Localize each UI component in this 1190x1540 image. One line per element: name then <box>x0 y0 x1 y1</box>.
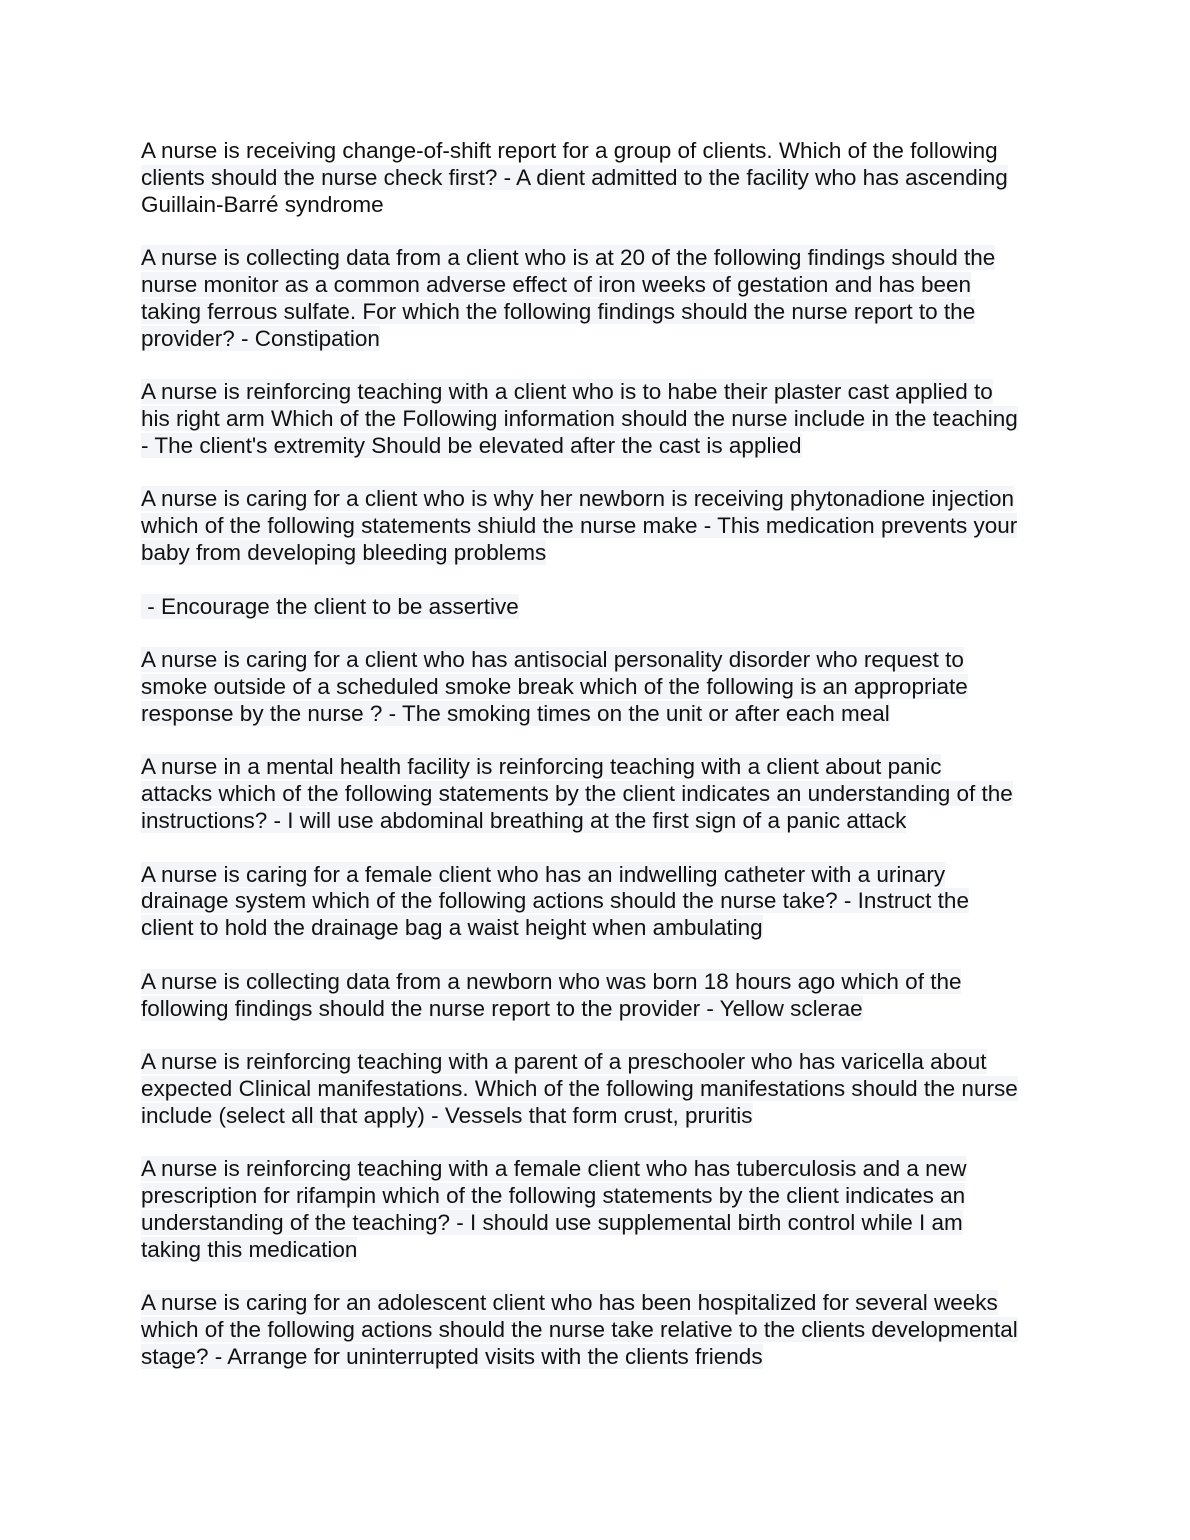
text-line: following findings should the nurse report to the provider - Yellow sclerae <box>141 995 863 1021</box>
text-line: A nurse is caring for an adolescent client who has been hospitalized for several weeks <box>141 1290 998 1316</box>
text-line: Guillain-Barré syndrome <box>141 191 384 217</box>
text-line: include (select all that apply) - Vessels that form crust, pruritis <box>141 1102 753 1128</box>
text-line: A nurse is receiving change-of-shift report for a group of clients. Which of the following <box>141 138 998 163</box>
qa-entry <box>141 1049 1071 1129</box>
qa-entry <box>141 1156 1071 1263</box>
qa-entry <box>141 486 1071 566</box>
text-line: A nurse is caring for a client who has antisocial personality disorder who request to <box>141 647 964 673</box>
text-line: - The client's extremity Should be elevated after the cast is applied <box>141 432 802 458</box>
text-line: instructions? - I will use abdominal breathing at the first sign of a panic attack <box>141 807 907 833</box>
text-line: which of the following statements shiuld the nurse make - This medication prevents your <box>141 513 1018 539</box>
text-line: A nurse is collecting data from a client who is at 20 of the following findings should the <box>141 245 996 271</box>
text-line: prescription for rifampin which of the following statements by the client indicates an <box>141 1183 966 1209</box>
text-line: A nurse is reinforcing teaching with a female client who has tuberculosis and a new <box>141 1156 967 1182</box>
qa-entry <box>141 1290 1071 1370</box>
text-line: which of the following actions should the nurse take relative to the clients developmental <box>141 1317 1018 1343</box>
qa-entry <box>141 862 1071 942</box>
text-line: baby from developing bleeding problems <box>141 539 547 565</box>
qa-entry <box>141 969 1071 1023</box>
qa-entry <box>141 245 1071 352</box>
text-line: A nurse is reinforcing teaching with a client who is to habe their plaster cast applied to <box>141 379 993 405</box>
text-line: - Encourage the client to be assertive <box>141 593 519 619</box>
qa-entry <box>141 138 1071 218</box>
text-line: drainage system which of the following actions should the nurse take? - Instruct the <box>141 888 969 914</box>
text-line: clients should the nurse check first? - A dient admitted to the facility who has ascending <box>141 164 1008 190</box>
qa-entry <box>141 647 1071 727</box>
text-line: stage? - Arrange for uninterrupted visits with the clients friends <box>141 1343 763 1369</box>
text-line: provider? - Constipation <box>141 325 380 351</box>
text-line: taking this medication <box>141 1236 358 1262</box>
text-line: A nurse is caring for a female client who has an indwelling catheter with a urinary <box>141 861 946 887</box>
text-line: taking ferrous sulfate. For which the following findings should the nurse report to the <box>141 298 976 324</box>
text-line: understanding of the teaching? - I should use supplemental birth control while I am <box>141 1209 963 1235</box>
text-line: smoke outside of a scheduled smoke break which of the following is an appropriate <box>141 673 968 699</box>
text-line: A nurse is collecting data from a newborn who was born 18 hours ago which of the <box>141 968 962 994</box>
text-line: response by the nurse ? - The smoking times on the unit or after each meal <box>141 700 890 726</box>
text-line: nurse monitor as a common adverse effect of iron weeks of gestation and has been <box>141 271 972 297</box>
qa-entry <box>141 754 1071 834</box>
document-page <box>141 138 1071 1397</box>
text-line: A nurse is caring for a client who is why her newborn is receiving phytonadione injection <box>141 486 1014 512</box>
text-line: A nurse is reinforcing teaching with a parent of a preschooler who has varicella about <box>141 1049 987 1075</box>
text-line: attacks which of the following statements by the client indicates an understanding of the <box>141 781 1013 807</box>
qa-entry <box>141 594 1071 621</box>
text-line: A nurse in a mental health facility is reinforcing teaching with a client about panic <box>141 754 942 780</box>
text-line: client to hold the drainage bag a waist height when ambulating <box>141 915 763 941</box>
qa-entry <box>141 379 1071 459</box>
text-line: his right arm Which of the Following information should the nurse include in the teaching <box>141 405 1018 431</box>
text-line: expected Clinical manifestations. Which of the following manifestations should the nurse <box>141 1075 1018 1101</box>
